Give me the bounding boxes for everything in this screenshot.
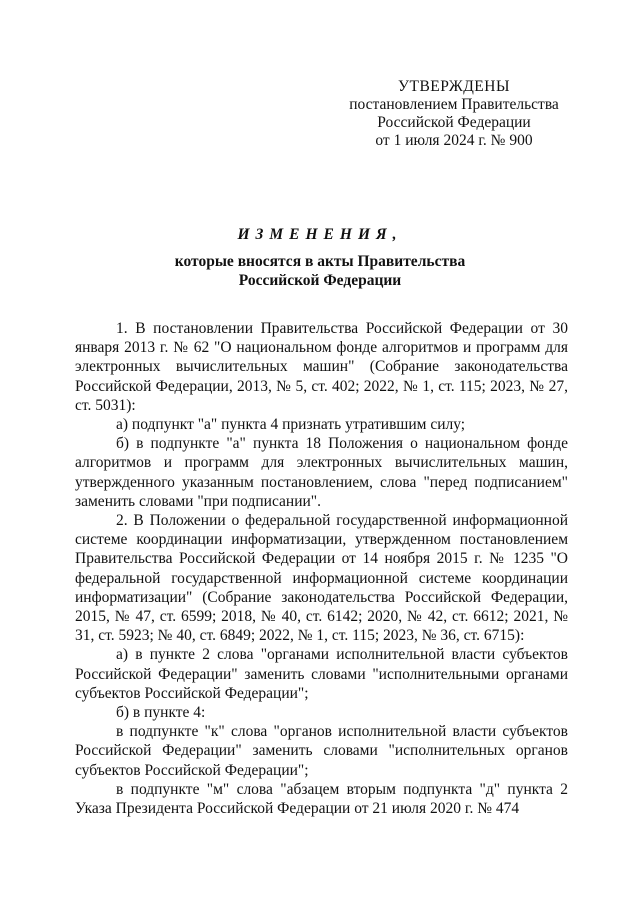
paragraph-2b: б) в пункте 4: [116,704,206,722]
approval-line-2: Российской Федерации [377,114,531,131]
approval-heading: УТВЕРЖДЕНЫ [398,78,510,95]
subtitle-line-2: Российской Федерации [238,272,402,289]
approval-stamp [348,78,560,150]
paragraph-2b-k: в подпункте "к" слова "органов исполнительной власти субъектов Российской Федерации" заменить словами "исполнительных органов субъектов Российской Федерации"; [75,723,568,779]
document-body [75,319,568,818]
paragraph-2: 2. В Положении о федеральной государственной информационной системе координации информатизации, утвержденном постановлением Правительства Российской Федерации от 14 ноября 2015 г. № 1235 "О федеральной государственной информационной системе координации информатизации" (Собрание законодательства Российской Федерации, 2015, № 47, ст. 6599; 2018, № 40, ст. 6142; 2020, № 42, ст. 6612; 2021, № 31, ст. 5923; № 40, ст. 6849; 2022, № 1, ст. 115; 2023, № 36, ст. 6715): [75,512,568,645]
document-subtitle [0,252,640,290]
paragraph-1: 1. В постановлении Правительства Российской Федерации от 30 января 2013 г. № 62 "О национальном фонде алгоритмов и программ для электронных вычислительных машин" (Собрание законодательства Российской Федерации, 2013, № 5, ст. 402; 2022, № 1, ст. 115; 2023, № 27, ст. 5031): [75,320,568,414]
paragraph-2a: а) в пункте 2 слова "органами исполнительной власти субъектов Российской Федерации" заменить словами "исполнительными органами субъектов Российской Федерации"; [75,646,568,702]
approval-line-3: от 1 июля 2024 г. № 900 [375,132,533,149]
subtitle-line-1: которые вносятся в акты Правительства [174,253,466,270]
approval-line-1: постановлением Правительства [349,96,559,113]
paragraph-1a: а) подпункт "а" пункта 4 признать утратившим силу; [116,416,466,434]
paragraph-2b-m: в подпункте "м" слова "абзацем вторым подпункта "д" пункта 2 Указа Президента Российской Федерации от 21 июля 2020 г. № 474 [75,780,568,818]
document-title: ИЗМЕНЕНИЯ, [237,226,403,243]
paragraph-1b: б) в подпункте "а" пункта 18 Положения о национальном фонде алгоритмов и программ для электронных вычислительных машин, утвержденного указанным постановлением, слова "перед подписанием" заменить словами "при подписании". [75,435,568,510]
